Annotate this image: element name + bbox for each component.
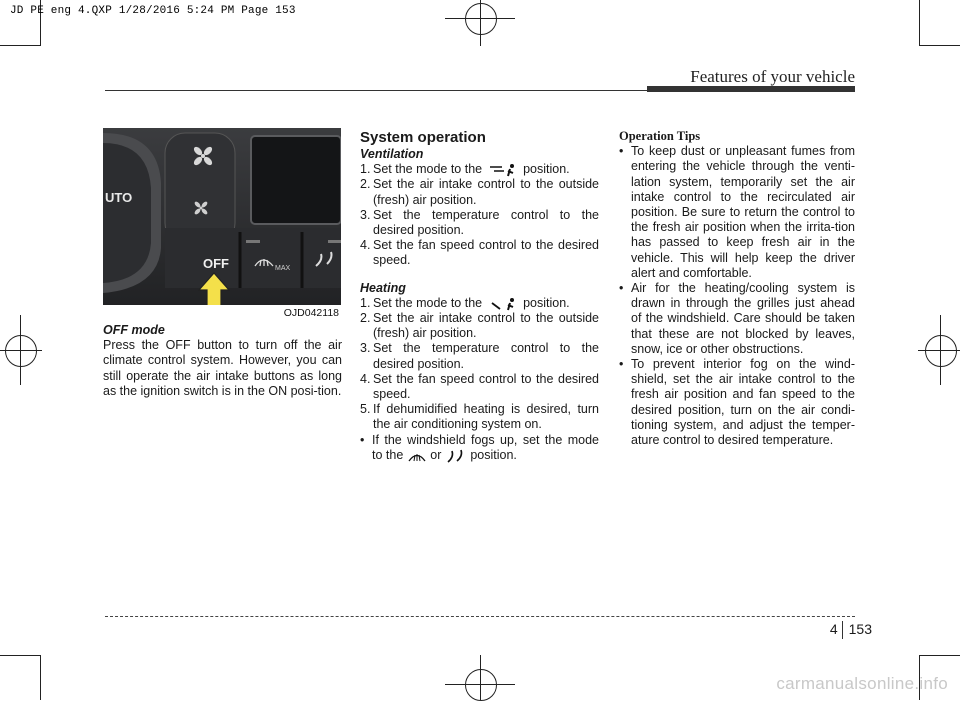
page-number-value: 153 bbox=[848, 621, 872, 637]
vent-face-mode-icon bbox=[486, 163, 520, 177]
windshield-floor-icon bbox=[445, 449, 467, 463]
bullet-text bbox=[372, 433, 599, 463]
page-number bbox=[830, 621, 872, 639]
step-text: If dehumidified heating is desired, turn the air conditioning system on. bbox=[373, 402, 599, 432]
tip-text: Air for the heating/cooling system is drawn in through the grilles just ahead of the windshield. Care should be taken that these are not blocked by leaves, snow, ice or other obstructions. bbox=[631, 281, 855, 356]
tip-item bbox=[619, 144, 855, 281]
ventilation-step bbox=[360, 177, 599, 207]
operation-tips-heading: Operation Tips bbox=[619, 129, 701, 143]
step-text bbox=[373, 296, 599, 311]
step-text: Set the air intake control to the outside (fresh) air position. bbox=[373, 311, 599, 341]
step-number: 1. bbox=[360, 162, 371, 177]
column-off-mode bbox=[103, 323, 342, 399]
step-number: 4. bbox=[360, 238, 371, 253]
bullet-marker: • bbox=[619, 357, 624, 372]
heating-step bbox=[360, 296, 599, 311]
step-text: Set the temperature control to the desired position. bbox=[373, 341, 599, 371]
bullet-marker: • bbox=[619, 281, 624, 296]
figure-code: OJD042118 bbox=[283, 307, 339, 319]
step-number: 3. bbox=[360, 341, 371, 356]
climate-panel-illustration bbox=[103, 128, 341, 321]
step-text-pre: Set the mode to the bbox=[373, 162, 483, 177]
heating-bullet bbox=[360, 433, 599, 463]
heating-step bbox=[360, 341, 599, 371]
step-number: 5. bbox=[360, 402, 371, 417]
system-operation-heading: System operation bbox=[360, 129, 486, 146]
bullet-marker: • bbox=[619, 144, 624, 159]
page-header-title: Features of your vehicle bbox=[690, 67, 855, 86]
heating-step bbox=[360, 311, 599, 341]
step-text bbox=[373, 162, 599, 177]
step-text: Set the air intake control to the outside (fresh) air position. bbox=[373, 177, 599, 207]
vent-floor-mode-icon bbox=[486, 297, 520, 311]
step-number: 2. bbox=[360, 177, 371, 192]
ventilation-step bbox=[360, 238, 599, 268]
bullet-text-mid: or bbox=[430, 447, 442, 462]
climate-control-figure bbox=[103, 128, 341, 321]
tip-item bbox=[619, 357, 855, 448]
tip-item bbox=[619, 281, 855, 357]
bullet-text-pre: If the windshield fogs up, set the mode to the bbox=[372, 432, 599, 462]
auto-button-label: UTO bbox=[105, 190, 133, 205]
step-number: 2. bbox=[360, 311, 371, 326]
ventilation-heading: Ventilation bbox=[360, 147, 424, 161]
bullet-marker: • bbox=[360, 432, 365, 447]
header-bar bbox=[647, 86, 855, 92]
heating-step bbox=[360, 402, 599, 432]
tip-text: To keep dust or unpleasant fumes from entering the vehicle through the venti-lation system, temporarily set the air intake control to the recirculated air position. Be sure to return the control to the fresh air position when the irrita-tion has passed to keep fresh air in the vehicle. This will help keep the driver alert and comfortable. bbox=[631, 144, 855, 280]
step-number: 3. bbox=[360, 207, 371, 222]
step-number: 1. bbox=[360, 295, 371, 310]
column-operation-tips bbox=[619, 129, 855, 448]
page-number-separator bbox=[842, 621, 843, 639]
print-slug: JD PE eng 4.QXP 1/28/2016 5:24 PM Page 153 bbox=[10, 5, 296, 17]
bullet-text-post: position. bbox=[470, 447, 517, 462]
step-text: Set the fan speed control to the desired speed. bbox=[373, 371, 599, 402]
off-button-label: OFF bbox=[203, 256, 229, 271]
tip-text: To prevent interior fog on the wind-shield, set the air intake control to the fresh air position and fan speed to the desired position, turn on the air condi-tioning system, and adjust the temper-ature control to desired temperature. bbox=[631, 357, 855, 448]
max-label: MAX bbox=[275, 265, 291, 272]
step-text-post: position. bbox=[523, 162, 570, 177]
step-number: 4. bbox=[360, 371, 371, 386]
watermark: carmanualsonline.info bbox=[776, 674, 948, 693]
ventilation-step bbox=[360, 162, 599, 177]
step-text-post: position. bbox=[523, 295, 570, 310]
defrost-icon bbox=[407, 449, 427, 463]
step-text: Set the temperature control to the desired position. bbox=[373, 207, 599, 238]
column-system-operation bbox=[360, 129, 599, 463]
heating-heading: Heating bbox=[360, 280, 406, 295]
ventilation-step bbox=[360, 208, 599, 238]
footer-rule bbox=[105, 616, 855, 617]
step-text-pre: Set the mode to the bbox=[373, 295, 483, 310]
off-mode-text: Press the OFF button to turn off the air climate control system. However, you can still operate the air intake buttons as long as the ignition switch is in the ON posi-tion. bbox=[103, 338, 342, 398]
off-mode-heading: OFF mode bbox=[103, 323, 165, 337]
chapter-number: 4 bbox=[829, 621, 838, 637]
step-text: Set the fan speed control to the desired speed. bbox=[373, 238, 599, 268]
heating-step bbox=[360, 372, 599, 402]
